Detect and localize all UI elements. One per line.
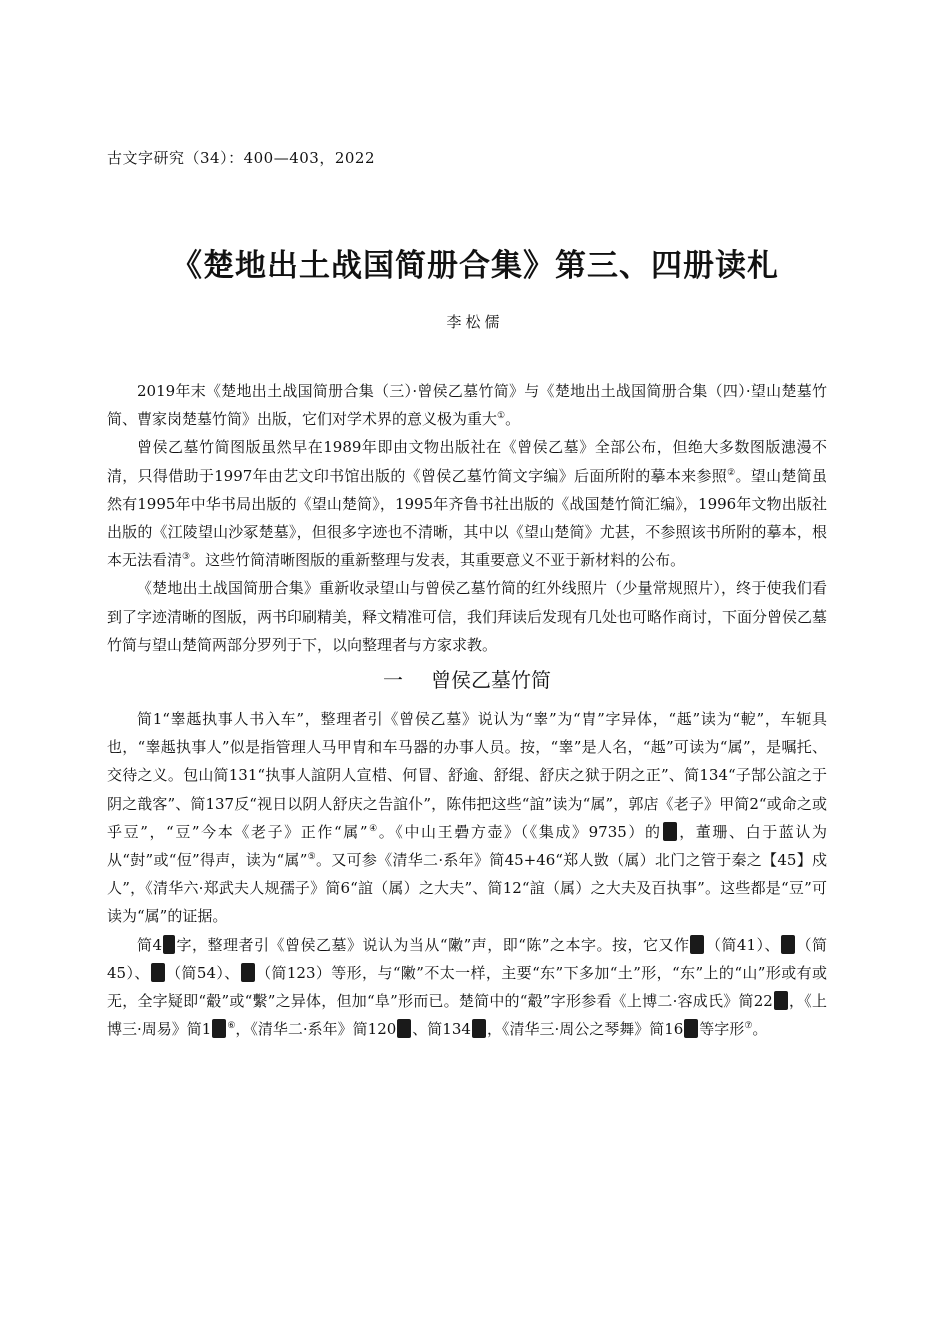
author-name: 李松儒 [446, 313, 504, 331]
ancient-character-image [684, 1019, 698, 1038]
paper-title: 《楚地出土战国简册合集》第三、四册读札 [171, 248, 779, 284]
footnote-ref-1[interactable]: ① [497, 411, 506, 422]
section-number: 一 [383, 668, 403, 693]
section-heading-1 [107, 665, 827, 695]
paragraph-2: 曾侯乙墓竹简图版虽然早在1989年即由文物出版社在《曾侯乙墓》全部公布，但绝大多数图版漶漫不清，只得借助于1997年由艺文印书馆出版的《曾侯乙墓竹简文字编》后面所附的摹本来参照②。望山楚简虽然有1995年中华书局出版的《望山楚简》，1995年齐鲁书社出版的《战国楚竹简汇编》，1996年文物出版社出版的《江陵望山沙冢楚墓》，但很多字迹也不清晰，其中以《望山楚简》尤甚，不参照该书所附的摹本，根本无法看清③。这些竹简清晰图版的重新整理与发表，其重要意义不亚于新材料的公布。 [107, 438, 827, 570]
footnote-ref-3[interactable]: ③ [182, 552, 191, 563]
footnote-ref-7[interactable]: ⑦ [744, 1021, 753, 1032]
ancient-character-image [241, 963, 255, 982]
paragraph-1: 2019年末《楚地出土战国简册合集（三）·曾侯乙墓竹简》与《楚地出土战国简册合集（四）·望山楚墓竹简、曹家岗楚墓竹简》出版，它们对学术界的意义极为重大①。 [107, 382, 827, 429]
section-title: 曾侯乙墓竹简 [431, 668, 551, 693]
paragraph-3: 《楚地出土战国简册合集》重新收录望山与曾侯乙墓竹简的红外线照片（少量常规照片），终于使我们看到了字迹清晰的图版，两书印刷精美，释文精准可信，我们拜读后发现有几处也可略作商讨，下面分曾侯乙墓竹简与望山楚简两部分罗列于下，以向整理者与方家求教。 [107, 579, 828, 654]
ancient-character-image [781, 935, 795, 954]
paragraph-4: 简1“睾趆执事人书入车”，整理者引《曾侯乙墓》说认为“睾”为“胄”字异体，“趆”读为“軶”，车轭具也，“睾趆执事人”似是指管理人马甲胄和车马器的办事人员。按，“睾”是人名，“趆”可读为“属”，是嘱托、交待之义。包山简131“执事人誼阴人宣棤、何冒、舒逾、舒绲、舒庆之狱于阴之正”、简134“子郜公誼之于阴之戠客”、简137反“视日以阴人舒庆之告誼仆”，陈伟把这些“誼”读为“属”，郭店《老子》甲简2“或命之或乎豆”，“豆”今本《老子》正作“属”④。《中山王礨方壶》（《集成》9735）的 ，董珊、白于蓝认为从“尌”或“侸”得声，读为“属”⑤。又可参《清华二·系年》简45+46“郑人敳（属）北门之管于秦之【45】戍人”，《清华六·郑武夫人规孺子》简6“誼（属）之大夫”、简12“誼（属）之大夫及百执事”。这些都是“豆”可读为“属”的证据。 [107, 710, 827, 926]
paragraph-5: 简4 字，整理者引《曾侯乙墓》说认为当从“敶”声，即“陈”之本字。按，它又作 （简41）、 （简45）、 （简54）、 （简123）等形，与“敶”不太一样，主要“东”下多加“土”形，“东”上的“山”形或有或无，全字疑即“觳”或“繫”之异体，但加“阜”形而已。楚简中的“觳”字形参看《上博二·容成氏》简22 ，《上博三·周易》简1 ⑥，《清华二·系年》简120 、简134 ，《清华三·周公之琴舞》简16 等字形⑦。 [107, 935, 827, 1039]
ancient-character-image [472, 1019, 486, 1038]
ancient-character-image [212, 1019, 226, 1038]
footnote-ref-5[interactable]: ⑤ [307, 852, 317, 863]
ancient-character-image [163, 935, 175, 954]
journal-header: 古文字研究（34）：400—403，2022 [107, 149, 376, 167]
footnote-ref-6[interactable]: ⑥ [227, 1021, 236, 1032]
footnote-ref-4[interactable]: ④ [367, 823, 379, 834]
ancient-character-image [690, 935, 704, 954]
paper-body [107, 377, 827, 1043]
footnote-ref-2[interactable]: ② [727, 467, 736, 478]
ancient-character-image [397, 1019, 411, 1038]
ancient-character-image [663, 822, 677, 841]
ancient-character-image [151, 963, 165, 982]
ancient-character-image [774, 991, 788, 1010]
